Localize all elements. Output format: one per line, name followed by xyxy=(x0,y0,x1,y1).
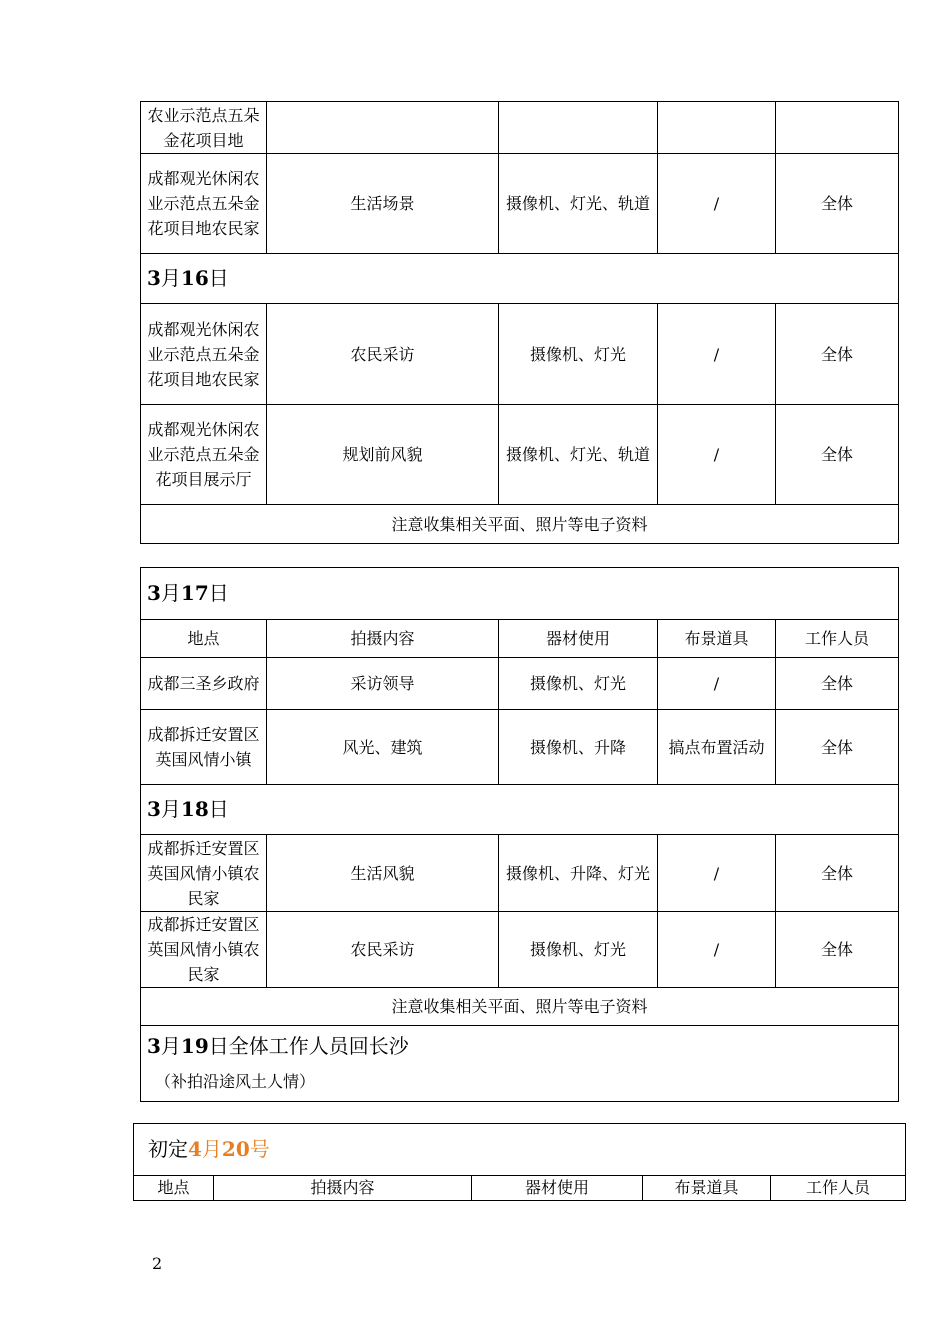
date-row xyxy=(141,568,899,620)
staff-cell: 全体 xyxy=(776,304,899,405)
schedule-table-2 xyxy=(140,567,899,1102)
staff-cell: 全体 xyxy=(776,835,899,912)
content-cell xyxy=(267,102,499,154)
content-cell: 农民采访 xyxy=(267,912,499,988)
equipment-cell: 摄像机、灯光、轨道 xyxy=(499,405,658,505)
header-staff: 工作人员 xyxy=(776,620,899,658)
date-subnote: （补拍沿途风土人情） xyxy=(155,1072,316,1091)
header-row xyxy=(134,1176,906,1201)
table-row xyxy=(141,102,899,154)
content-cell: 生活风貌 xyxy=(267,835,499,912)
location-cell: 农业示范点五朵金花项目地 xyxy=(141,102,267,154)
equipment-cell: 摄像机、升降、灯光 xyxy=(499,835,658,912)
date-heading-0317: 3月17日 xyxy=(141,568,899,620)
date-row xyxy=(141,1026,899,1102)
staff-cell: 全体 xyxy=(776,710,899,785)
props-cell: / xyxy=(658,304,776,405)
table-row xyxy=(141,658,899,710)
staff-cell: 全体 xyxy=(776,405,899,505)
header-props: 布景道具 xyxy=(658,620,776,658)
header-content: 拍摄内容 xyxy=(267,620,499,658)
header-location: 地点 xyxy=(134,1176,214,1201)
location-cell: 成都拆迁安置区英国风情小镇农民家 xyxy=(141,835,267,912)
location-cell: 成都观光休闲农业示范点五朵金花项目地农民家 xyxy=(141,304,267,405)
props-cell: / xyxy=(658,835,776,912)
note-row xyxy=(141,505,899,544)
equipment-cell: 摄像机、灯光、轨道 xyxy=(499,154,658,254)
staff-cell: 全体 xyxy=(776,658,899,710)
table-row xyxy=(141,304,899,405)
date-heading-0420: 初定4月20号 xyxy=(134,1124,906,1176)
header-staff: 工作人员 xyxy=(771,1176,906,1201)
header-content: 拍摄内容 xyxy=(214,1176,472,1201)
content-cell: 农民采访 xyxy=(267,304,499,405)
table-row xyxy=(141,405,899,505)
header-equipment: 器材使用 xyxy=(472,1176,643,1201)
note-cell: 注意收集相关平面、照片等电子资料 xyxy=(141,988,899,1026)
location-cell: 成都观光休闲农业示范点五朵金花项目展示厅 xyxy=(141,405,267,505)
content-cell: 采访领导 xyxy=(267,658,499,710)
staff-cell xyxy=(776,102,899,154)
location-cell: 成都三圣乡政府 xyxy=(141,658,267,710)
date-heading-0319: 3月19日全体工作人员回长沙 （补拍沿途风土人情） xyxy=(141,1026,899,1102)
header-props: 布景道具 xyxy=(643,1176,771,1201)
equipment-cell: 摄像机、灯光 xyxy=(499,658,658,710)
content-cell: 风光、建筑 xyxy=(267,710,499,785)
props-cell: 搞点布置活动 xyxy=(658,710,776,785)
date-row xyxy=(134,1124,906,1176)
props-cell: / xyxy=(658,912,776,988)
props-cell xyxy=(658,102,776,154)
date-row xyxy=(141,785,899,835)
location-cell: 成都拆迁安置区英国风情小镇农民家 xyxy=(141,912,267,988)
equipment-cell: 摄像机、灯光 xyxy=(499,304,658,405)
staff-cell: 全体 xyxy=(776,912,899,988)
equipment-cell: 摄像机、升降 xyxy=(499,710,658,785)
date-heading-0318: 3月18日 xyxy=(141,785,899,835)
props-cell: / xyxy=(658,658,776,710)
header-location: 地点 xyxy=(141,620,267,658)
schedule-table-3 xyxy=(133,1123,906,1201)
content-cell: 规划前风貌 xyxy=(267,405,499,505)
table-row xyxy=(141,710,899,785)
date-heading-0316: 3月16日 xyxy=(141,254,899,304)
table-row xyxy=(141,912,899,988)
props-cell: / xyxy=(658,405,776,505)
note-row xyxy=(141,988,899,1026)
header-row xyxy=(141,620,899,658)
note-cell: 注意收集相关平面、照片等电子资料 xyxy=(141,505,899,544)
location-cell: 成都观光休闲农业示范点五朵金花项目地农民家 xyxy=(141,154,267,254)
schedule-table-1 xyxy=(140,101,899,544)
staff-cell: 全体 xyxy=(776,154,899,254)
page-number: 2 xyxy=(152,1254,163,1273)
props-cell: / xyxy=(658,154,776,254)
equipment-cell xyxy=(499,102,658,154)
content-cell: 生活场景 xyxy=(267,154,499,254)
table-row xyxy=(141,835,899,912)
location-cell: 成都拆迁安置区英国风情小镇 xyxy=(141,710,267,785)
header-equipment: 器材使用 xyxy=(499,620,658,658)
equipment-cell: 摄像机、灯光 xyxy=(499,912,658,988)
date-row xyxy=(141,254,899,304)
table-row xyxy=(141,154,899,254)
